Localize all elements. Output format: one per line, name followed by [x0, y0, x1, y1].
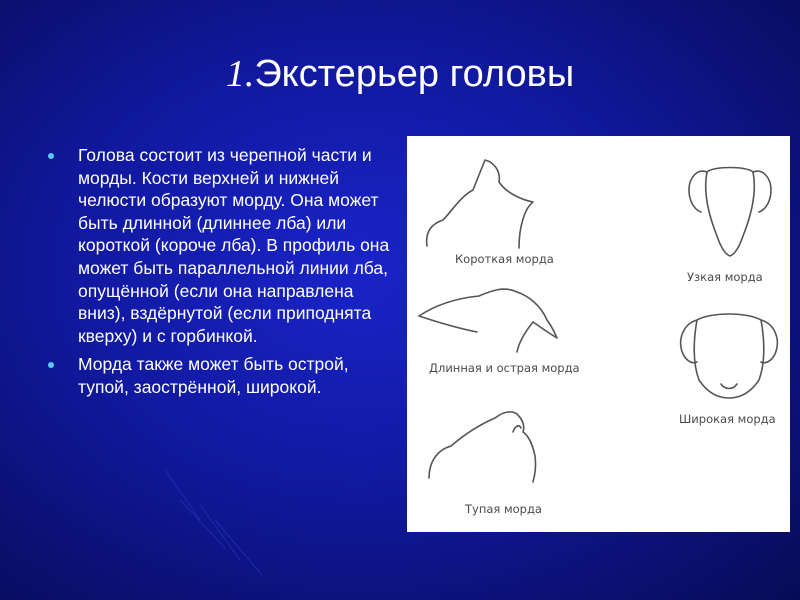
title-text: Экстерьер головы	[254, 53, 575, 95]
bullet-dot-icon	[48, 153, 54, 159]
caption-long-sharp-muzzle: Длинная и острая морда	[429, 361, 580, 375]
caption-wide-muzzle: Широкая морда	[679, 412, 776, 426]
bullet-text: Голова состоит из черепной части и морды. Кости верхней и нижней челюсти образуют морду. Она может быть длинной (длиннее лба) или короткой (короче лба). В профиль она может быть параллельной линии лба, опущённой (если она направлена вниз), вздёрнутой (если приподнята кверху) и с горбинкой.	[78, 145, 390, 346]
slide-title	[0, 52, 800, 96]
bullet-dot-icon	[48, 362, 54, 368]
short-muzzle-sketch	[427, 160, 533, 248]
caption-narrow-muzzle: Узкая морда	[687, 270, 763, 284]
blunt-muzzle-sketch	[429, 412, 536, 482]
bullet-text: Морда также может быть острой, тупой, заострённой, широкой.	[78, 354, 349, 397]
caption-blunt-muzzle: Тупая морда	[465, 502, 542, 516]
bullet-item	[40, 144, 395, 347]
bullet-item	[40, 353, 395, 398]
muzzle-sketches	[407, 136, 790, 532]
wide-muzzle-sketch	[681, 314, 778, 398]
muzzle-types-figure	[407, 136, 790, 532]
title-number: 1.	[225, 53, 255, 95]
narrow-muzzle-sketch	[689, 168, 771, 257]
caption-short-muzzle: Короткая морда	[455, 252, 554, 266]
bullet-list	[40, 144, 395, 405]
long-sharp-muzzle-sketch	[419, 289, 557, 352]
